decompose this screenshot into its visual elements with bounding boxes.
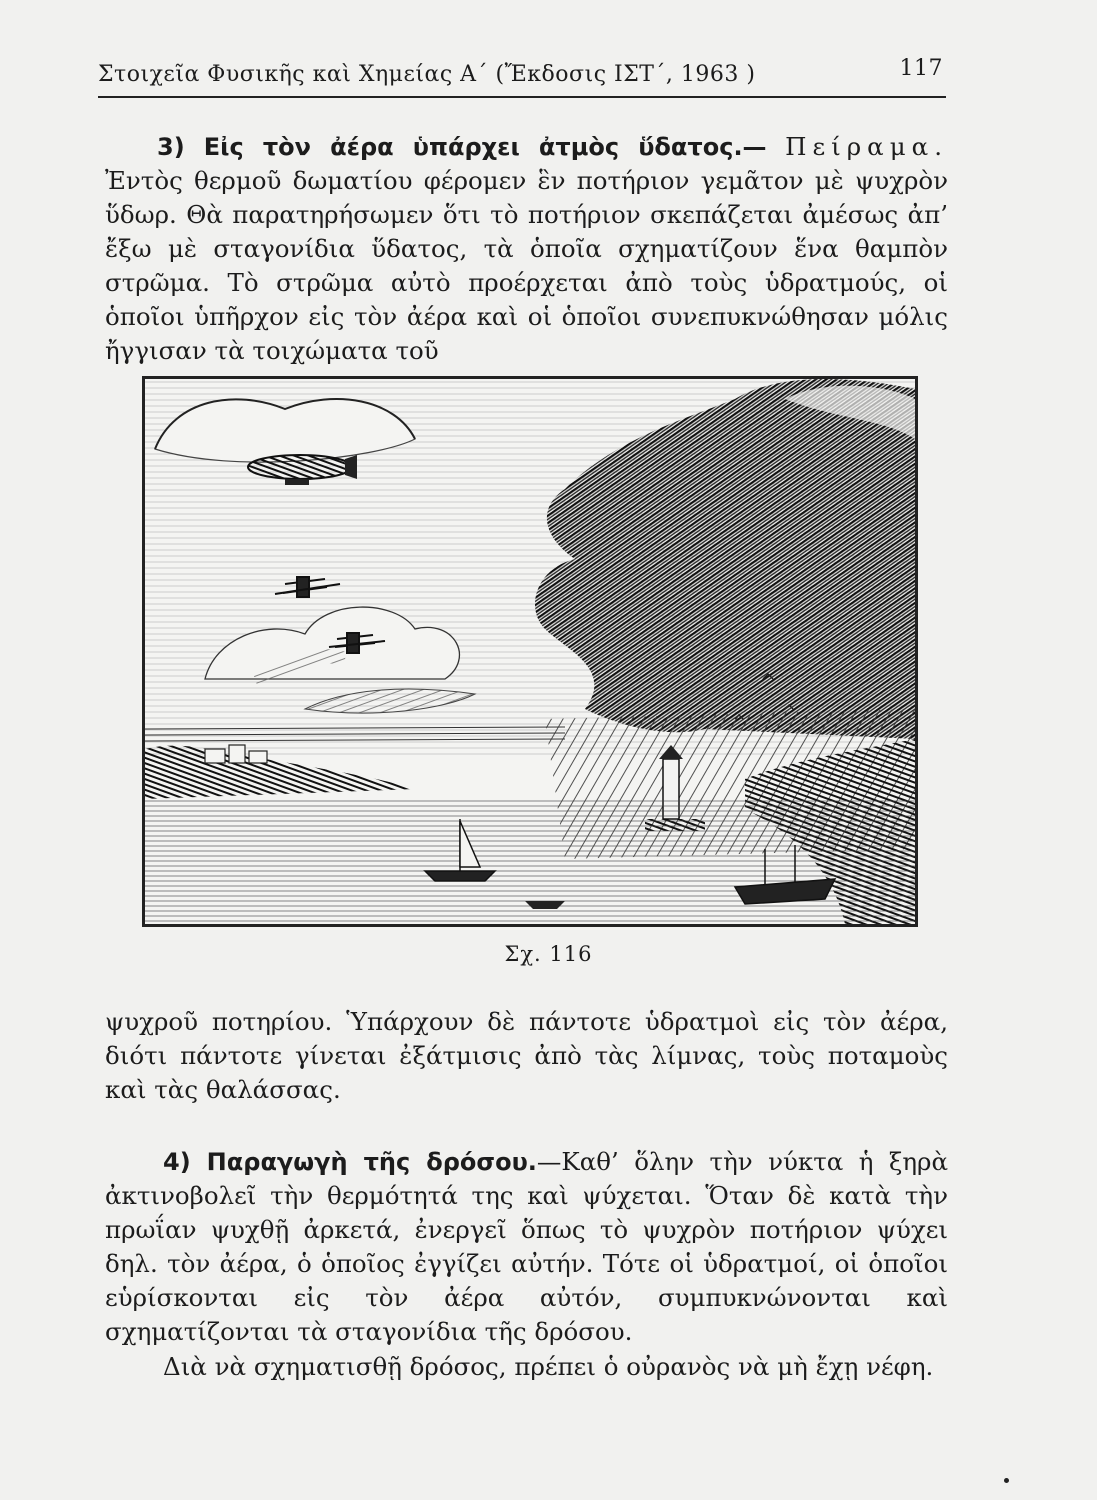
section-3-continuation: ψυχροῦ ποτηρίου. Ὑπάρχουν δὲ πάντοτε ὑδρατμοὶ εἰς τὸν ἀέρα, διότι πάντοτε γίνεται ἐξάτμισις ἀπὸ τὰς λίμνας, τοὺς ποταμοὺς καὶ τὰς θαλάσσας. bbox=[105, 1007, 948, 1104]
engraving-landscape bbox=[145, 379, 915, 924]
closing-sentence: Διὰ νὰ σχηματισθῇ δρόσος, πρέπει ὁ οὐρανὸς νὰ μὴ ἔχῃ νέφη. bbox=[163, 1352, 934, 1381]
experiment-label: Πείραμα. bbox=[785, 132, 948, 161]
section-3-heading: 3) Εἰς τὸν ἀέρα ὑπάρχει ἀτμὸς ὕδατος.— bbox=[157, 133, 767, 161]
figure-caption: Σχ. 116 bbox=[504, 942, 593, 966]
book-title: Στοιχεῖα Φυσικῆς καὶ Χημείας Α΄ (Ἔκδοσις ΙΣΤ΄, 1963 ) bbox=[98, 62, 756, 87]
section-4-heading: 4) Παραγωγὴ τῆς δρόσου. bbox=[163, 1148, 537, 1176]
figure-116-illustration bbox=[142, 376, 918, 927]
section-3-paragraph bbox=[105, 130, 948, 368]
header-rule bbox=[98, 96, 946, 98]
section-4-paragraph bbox=[105, 1145, 948, 1349]
page-number: 117 bbox=[899, 56, 943, 81]
section-4-text: —Καθ’ ὅλην τὴν νύκτα ἡ ξηρὰ ἀκτινοβολεῖ τὴν θερμότητά της καὶ ψύχεται. Ὅταν δὲ κατὰ τὴν πρωΐαν ψυχθῇ ἀρκετά, ἐνεργεῖ ὅπως τὸ ψυχρὸν ποτήριον ψύχει δηλ. τὸν ἀέρα, ὁ ὁποῖος ἐγγίζει αὐτήν. Τότε οἱ ὑδρατμοί, οἱ ὁποῖοι εὑρίσκονται εἰς τὸν ἀέρα αὐτόν, συμπυκνώνονται καὶ σχηματίζονται τὰ σταγονίδια τῆς δρόσου. bbox=[105, 1147, 948, 1346]
ink-speck bbox=[1004, 1478, 1009, 1483]
section-3-text: Ἐντὸς θερμοῦ δωματίου φέρομεν ἓν ποτήριον γεμᾶτον μὲ ψυχρὸν ὕδωρ. Θὰ παρατηρήσωμεν ὅτι τὸ ποτήριον σκεπάζεται ἀμέσως ἀπ’ ἔξω μὲ σταγονίδια ὕδατος, τὰ ὁποῖα σχηματίζουν ἕνα θαμπὸν στρῶμα. Τὸ στρῶμα αὐτὸ προέρχεται ἀπὸ τοὺς ὑδρατμούς, οἱ ὁποῖοι ὑπῆρχον εἰς τὸν ἀέρα καὶ οἱ ὁποῖοι συνεπυκνώθησαν μόλις ἤγγισαν τὰ τοιχώματα τοῦ bbox=[105, 166, 948, 365]
running-header bbox=[98, 56, 943, 96]
